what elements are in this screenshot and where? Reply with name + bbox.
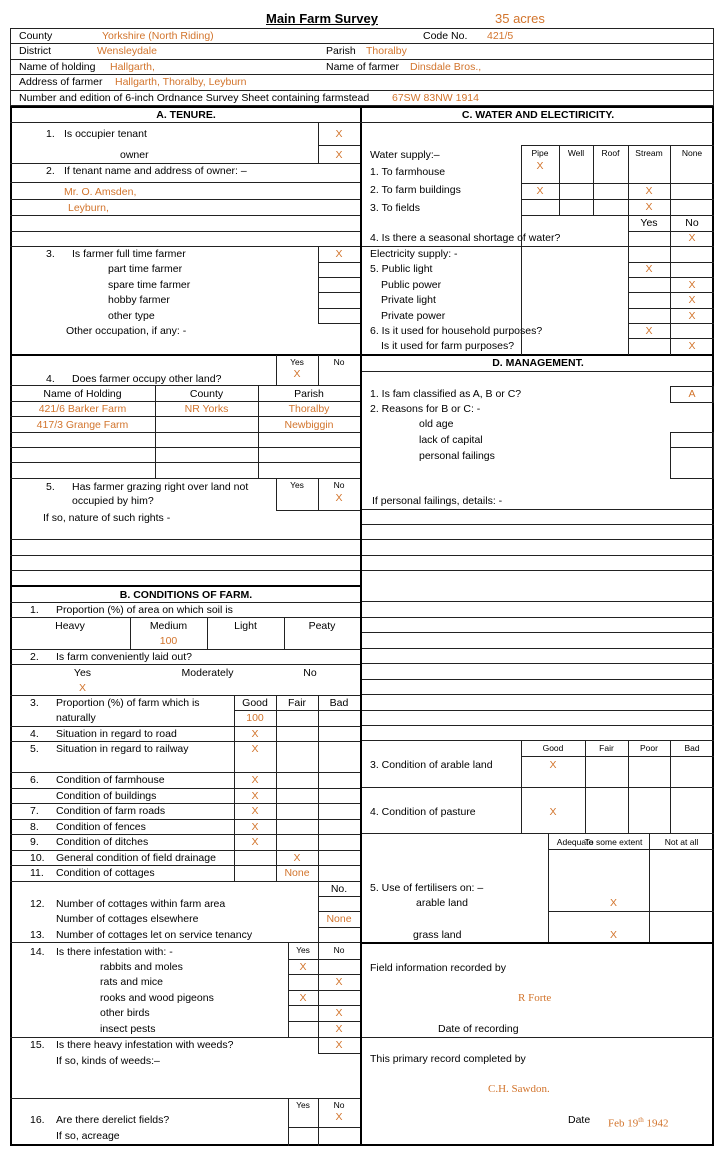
owner-name: Mr. O. Amsden, [64, 186, 137, 198]
arable-condition-label: 3. Condition of arable land [370, 759, 493, 771]
q1-label: Is occupier tenant [64, 128, 147, 140]
other-land-parish: Thoralby [288, 403, 330, 415]
farmer-type: hobby farmer [108, 294, 170, 306]
fertiliser-grass-label: grass land [413, 929, 462, 941]
q5-label: Has farmer grazing right over land not [72, 481, 249, 493]
soil-light: Light [234, 620, 257, 632]
water-section-title: C. WATER AND ELECTIRICITY. [461, 109, 615, 121]
fertiliser-label: 5. Use of fertilisers on: – [370, 882, 484, 894]
layout-label: Is farm conveniently laid out? [56, 651, 192, 663]
q3-label: Is farmer full time farmer [72, 248, 186, 260]
reason-item: lack of capital [419, 434, 483, 446]
fertiliser-grass-mark: X [609, 929, 617, 941]
water-no-header: No [685, 217, 699, 229]
item-number: 5. [30, 743, 39, 755]
q2-number: 2. [30, 651, 39, 663]
item-number: 10. [30, 852, 45, 864]
acreage-value: 35 acres [495, 11, 545, 26]
derelict-yes-header: Yes [296, 1100, 310, 1110]
water-yes-header: Yes [640, 217, 658, 229]
pest-item: rats and mice [100, 976, 164, 988]
soil-medium-value: 100 [159, 635, 178, 647]
infestation-no-header: No [333, 945, 345, 955]
electricity-label: Electricity supply: - [370, 248, 458, 260]
soil-medium: Medium [149, 620, 188, 632]
cottages-service-label: Number of cottages let on service tenancy [56, 929, 253, 941]
recorded-by-label: Field information recorded by [370, 962, 506, 974]
district-value: Wensleydale [97, 45, 157, 57]
personal-failings-label: If personal failings, details: - [372, 495, 503, 507]
address-value: Hallgarth, Thoralby, Leyburn [115, 76, 247, 88]
q3-number: 3. [46, 248, 55, 260]
farmer-value: Dinsdale Bros., [410, 61, 482, 73]
completion-date [608, 1114, 668, 1131]
other-land-col-holding: Name of Holding [43, 388, 122, 400]
item-label: Condition of fences [56, 821, 146, 833]
item-label: Condition of ditches [56, 836, 149, 848]
cottages-no-header: No. [330, 883, 348, 895]
household-use-label: 6. Is it used for household purposes? [370, 325, 543, 337]
q5-mark: X [335, 492, 343, 504]
reason-item: personal failings [419, 450, 495, 462]
pest-mark: X [299, 961, 307, 973]
soil-heavy: Heavy [55, 620, 85, 632]
pest-mark: X [299, 992, 307, 1004]
reason-item: old age [419, 418, 454, 430]
derelict-label: Are there derelict fields? [56, 1114, 170, 1126]
pest-item: rabbits and moles [100, 961, 183, 973]
condition-col-fair: Fair [599, 743, 614, 753]
other-occupation-label: Other occupation, if any: - [66, 325, 187, 337]
date-label: Date [568, 1114, 591, 1126]
farmer-label: Name of farmer [326, 61, 399, 73]
item-mark: X [251, 790, 259, 802]
cottages-elsewhere-value: None [326, 913, 352, 925]
code-label: Code No. [423, 30, 468, 42]
farm-use-label: Is it used for farm purposes? [381, 340, 515, 352]
os-sheet-label: Number and edition of 6-inch Ordnance Survey Sheet containing farmstead [19, 92, 370, 104]
arable-condition-mark: X [549, 759, 557, 771]
item-mark: X [251, 836, 259, 848]
farmer-type: spare time farmer [108, 279, 191, 291]
pest-mark: X [335, 1023, 343, 1035]
item-number: 9. [30, 836, 39, 848]
owner-mark: X [335, 149, 343, 161]
household-use-mark: X [645, 325, 653, 337]
col-fair: Fair [287, 697, 307, 709]
farmer-type: other type [108, 310, 155, 322]
layout-moderately: Moderately [181, 667, 234, 679]
district-label: District [19, 45, 52, 57]
q4-yes-header: Yes [290, 357, 304, 367]
pasture-condition-label: 4. Condition of pasture [370, 806, 476, 818]
natural-value: 100 [246, 712, 264, 724]
q4-no-header: No [333, 357, 345, 367]
item-mark: X [251, 774, 259, 786]
q4-number: 4. [46, 373, 55, 385]
parish-value: Thoralby [366, 45, 407, 57]
fertiliser-arable-mark: X [609, 897, 617, 909]
classification-value: A [688, 388, 696, 400]
classification-label: 1. Is fam classified as A, B or C? [370, 388, 522, 400]
water-col-none: None [681, 148, 703, 158]
weeds-mark: X [335, 1039, 343, 1051]
condition-col-good: Good [542, 743, 564, 753]
q4-label: Does farmer occupy other land? [72, 373, 222, 385]
item-number: 11. [30, 867, 44, 879]
water-row-buildings: 2. To farm buildings [370, 184, 461, 196]
item-label: General condition of field drainage [56, 852, 216, 864]
county-value: Yorkshire (North Riding) [102, 30, 214, 42]
other-land-holding: 421/6 Barker Farm [38, 403, 127, 415]
derelict-acreage-label: If so, acreage [56, 1130, 120, 1142]
water-mark: X [645, 185, 653, 197]
date-day: Feb 19 [608, 1117, 639, 1130]
other-land-county: NR Yorks [184, 403, 229, 415]
condition-col-poor: Poor [640, 743, 658, 753]
derelict-no-header: No [333, 1100, 345, 1110]
fertiliser-col-none: Not at all [664, 837, 699, 847]
water-row-farmhouse: 1. To farmhouse [370, 166, 446, 178]
private-light-mark: X [688, 294, 696, 306]
item-label: Condition of cottages [56, 867, 155, 879]
private-light-label: Private light [381, 294, 436, 306]
item-number: 6. [30, 774, 39, 786]
item-mark: X [251, 728, 259, 740]
infestation-label: Is there infestation with: - [56, 946, 173, 958]
q2-label: If tenant name and address of owner: – [64, 165, 247, 177]
county-label: County [19, 30, 53, 42]
item-label: Condition of farm roads [56, 805, 166, 817]
water-supply-label: Water supply:– [370, 149, 440, 161]
item-label: Condition of farmhouse [56, 774, 165, 786]
page-title: Main Farm Survey [266, 11, 378, 26]
other-land-col-county: County [189, 388, 224, 400]
holding-value: Hallgarth, [110, 61, 155, 73]
condition-col-bad: Bad [684, 743, 700, 753]
date-suffix: th [638, 1116, 644, 1124]
item-number: 4. [30, 728, 39, 740]
derelict-mark: X [335, 1111, 343, 1123]
public-power-mark: X [688, 279, 696, 291]
q12-number: 12. [30, 898, 45, 910]
q5-rights-label: If so, nature of such rights - [43, 512, 171, 524]
col-bad: Bad [329, 697, 349, 709]
cottages-elsewhere-label: Number of cottages elsewhere [56, 913, 199, 925]
q16-number: 16. [30, 1114, 45, 1126]
water-mark: X [645, 201, 653, 213]
soil-peaty: Peaty [308, 620, 336, 632]
q3-number: 3. [30, 697, 39, 709]
item-mark: X [251, 743, 259, 755]
item-mark: X [251, 805, 259, 817]
layout-mark: X [78, 682, 86, 694]
q4-mark: X [293, 368, 301, 380]
date-of-recording-label: Date of recording [438, 1023, 519, 1035]
fertiliser-arable-label: arable land [416, 897, 468, 909]
water-q4-mark: X [688, 232, 696, 244]
q15-number: 15. [30, 1039, 45, 1051]
item-number: 8. [30, 821, 39, 833]
col-good: Good [242, 697, 268, 709]
item-label: Condition of buildings [56, 790, 157, 802]
cottages-within-label: Number of cottages within farm area [56, 898, 226, 910]
water-mark: X [536, 160, 544, 172]
holding-label: Name of holding [19, 61, 96, 73]
water-q4-label: 4. Is there a seasonal shortage of water? [370, 232, 561, 244]
management-section-title: D. MANAGEMENT. [492, 357, 584, 369]
q1-number: 1. [30, 604, 39, 616]
other-land-holding: 417/3 Grange Farm [36, 419, 129, 431]
weeds-kinds-label: If so, kinds of weeds:– [56, 1055, 160, 1067]
private-power-mark: X [688, 310, 696, 322]
natural-label: Proportion (%) of farm which is [56, 697, 200, 709]
fertiliser-col-adequate: Adequate [556, 837, 594, 847]
soil-label: Proportion (%) of area on which soil is [56, 604, 233, 616]
q5-number: 5. [46, 481, 55, 493]
water-col-well: Well [567, 148, 585, 158]
infestation-yes-header: Yes [296, 945, 310, 955]
q5-label-cont: occupied by him? [72, 495, 154, 507]
farmer-type: part time farmer [108, 263, 183, 275]
parish-label: Parish [326, 45, 356, 57]
water-col-roof: Roof [601, 148, 620, 158]
item-label: Situation in regard to road [56, 728, 177, 740]
q3-mark: X [335, 248, 343, 260]
pest-item: insect pests [100, 1023, 156, 1035]
q14-number: 14. [30, 946, 45, 958]
address-label: Address of farmer [19, 76, 103, 88]
farm-use-mark: X [688, 340, 696, 352]
pest-item: rooks and wood pigeons [100, 992, 214, 1004]
water-mark: X [536, 185, 544, 197]
completer-name: C.H. Sawdon. [488, 1083, 550, 1095]
water-col-pipe: Pipe [531, 148, 549, 158]
q5-yes-header: Yes [290, 480, 304, 490]
reasons-label: 2. Reasons for B or C: - [370, 403, 481, 415]
weeds-label: Is there heavy infestation with weeds? [56, 1039, 234, 1051]
q13-number: 13. [30, 929, 45, 941]
owner-town: Leyburn, [68, 202, 109, 214]
recorder-name: R Forte [518, 992, 552, 1004]
item-label: Situation in regard to railway [56, 743, 189, 755]
item-mark: X [251, 821, 259, 833]
layout-yes: Yes [73, 667, 92, 679]
pest-item: other birds [100, 1007, 150, 1019]
q1-mark: X [335, 128, 343, 140]
pasture-condition-mark: X [549, 806, 557, 818]
code-value: 421/5 [487, 30, 514, 42]
other-land-col-parish: Parish [294, 388, 324, 400]
conditions-section-title: B. CONDITIONS OF FARM. [119, 589, 253, 601]
completed-by-label: This primary record completed by [370, 1053, 526, 1065]
owner-label: owner [120, 149, 149, 161]
layout-no: No [303, 667, 317, 679]
os-sheet-value: 67SW 83NW 1914 [392, 92, 479, 104]
private-power-label: Private power [381, 310, 446, 322]
q1-number: 1. [46, 128, 55, 140]
public-light-label: 5. Public light [370, 263, 433, 275]
cottages-value: None [284, 867, 310, 879]
natural-label-cont: naturally [56, 712, 96, 724]
public-power-label: Public power [381, 279, 442, 291]
public-light-mark: X [645, 263, 653, 275]
other-land-parish: Newbiggin [284, 419, 334, 431]
q2-number: 2. [46, 165, 55, 177]
tenure-section-title: A. TENURE. [156, 109, 216, 121]
item-number: 7. [30, 805, 39, 817]
date-year: 1942 [646, 1117, 669, 1130]
item-mark: X [293, 852, 301, 864]
pest-mark: X [335, 1007, 343, 1019]
fertiliser-col-some: To some extent [584, 837, 643, 847]
water-col-stream: Stream [635, 148, 663, 158]
pest-mark: X [335, 976, 343, 988]
water-row-fields: 3. To fields [370, 202, 421, 214]
q5-no-header: No [333, 480, 345, 490]
